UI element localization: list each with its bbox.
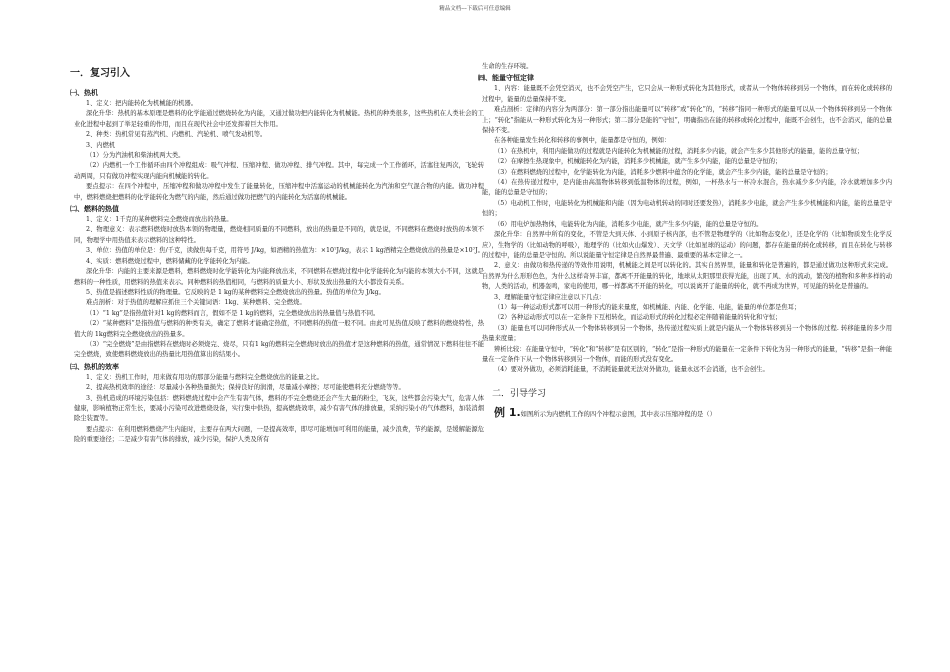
paragraph: 2、种类：热机常见有蒸汽机、内燃机、汽轮机、喷气发动机等。 xyxy=(86,131,267,139)
example-label: 例 1. xyxy=(494,405,521,419)
paragraph: 2、物理意义：表示燃料燃烧时放热本领的物理量，燃烧相同质量的不同燃料，放出的热量是不同的，就是说，不同燃料在燃烧时放热的本领不同，物理学中用热值来表示燃料的这种特性。 xyxy=(74,226,484,244)
paragraph: （6）用电炉加热物体，电能转化为内能，消耗多少电能，就产生多少内能，能的总量是守恒的。 xyxy=(494,220,763,228)
paragraph: （1）分为汽油机和柴油机两大类。 xyxy=(86,152,185,160)
paragraph: （2）“某种燃料”是指热值与燃料的种类有关，确定了燃料才能确定热值，不同燃料的热值一般不同。由此可见热值反映了燃料的燃烧特性，热值大的 1kg燃料完全燃烧放出的热量多。 xyxy=(74,320,484,338)
paragraph: 1、定义：1千克的某种燃料完全燃烧而放出的热量。 xyxy=(86,216,233,224)
heading-fuel-heat-value: ㈡、燃料的热值 xyxy=(70,205,119,214)
paragraph: （2）在摩擦生热现象中，机械能转化为内能，消耗多少机械能，就产生多少内能，能的总量是守恒的； xyxy=(494,158,782,166)
paragraph: （4）在热传递过程中，是内能由高温物体转移到低温物体的过程，例如，一杯热水与一杯冷水混合，热水减少多少内能，冷水就增加多少内能，能的总量是守恒的； xyxy=(482,179,892,197)
paragraph: （1）“1 kg”是指热值针对1 kg的燃料而言，假如不是 1 kg的燃料，完全燃烧放出的热量值与热值不同。 xyxy=(86,309,380,317)
paragraph: 深化升华：自然界中所有的变化，不管是大到天体、小到原子核内部，也不管是物理学的（比如物态变化），还是化学的（比如物质发生化学反应），生物学的（比如动物的呼吸），地理学的（比如火山爆发）、天文学（比如星球的运动）的问题，都存在能量的转化或转移，而且在转化与转移的过程中，能的总量是守恒的。所以说能量守恒定律是自然界最普遍、最重要的基本定律之一。 xyxy=(482,231,892,259)
section-title-guided-learning: 二．引导学习 xyxy=(492,388,547,399)
paragraph: 深化升华：内能的主要来源是燃料，燃料燃烧时化学能转化为内能释放出来，不同燃料在燃烧过程中化学能转化为内能的本领大小不同，这就是燃料的一种性质，用燃料的热值来表示。同种燃料的热值相同，与燃料的质量大小、形状及放出热量的大小都没有关系。 xyxy=(74,268,484,286)
paragraph: 生命的生存环境。 xyxy=(482,63,533,70)
paragraph: （5）电动机工作时，电能转化为机械能和内能（因为电动机转动的同时还要发热），消耗多少电能，就会产生多少机械能和内能，能的总量是守恒的； xyxy=(482,199,892,218)
paragraph: 要点提示：在四个冲程中，压缩冲程和做功冲程中发生了能量转化，压缩冲程中活塞运动的机械能转化为汽油和空气混合物的内能。做功冲程中，燃料燃烧把燃料的化学能转化为燃气的内能，然后通过做功把燃气的内能转化为活塞的机械能。 xyxy=(74,183,484,201)
paragraph: 要点提示：在利用燃料燃烧产生内能时，主要存在两大问题，一是提高效率，即尽可能增加可利用的能量，减少浪费，节约能源，是缓解能源危险的重要途径；二是减少有害气体的排放，减少污染，保护人类及所有 xyxy=(74,425,484,444)
paragraph: （2）各种运动形式可以在一定条件下互相转化，而运动形式的转化过程必定伴随着能量的转化和守恒； xyxy=(494,314,782,322)
section-title-review: 一．复习引入 xyxy=(70,68,130,79)
page-header: 精品文档---下载后可任意编辑 xyxy=(439,6,511,12)
example-1 xyxy=(482,406,892,422)
heading-heat-engine: ㈠、热机 xyxy=(70,89,98,97)
example-text: 如图所示为内燃机工作的四个冲程示意图，其中表示压缩冲程的是（） xyxy=(520,410,716,418)
right-column xyxy=(478,62,892,422)
paragraph: 3、理解能量守恒定律应注意以下几点： xyxy=(494,293,606,301)
paragraph: 辨析比较：在能量守恒中，“转化”和“转移”是有区别的，“转化”是指一种形式的能量在一定条件下转化为另一种形式的能量，“转移”是指一种能量在一定条件下从一个物体转移到另一个物体，而能的形式没有变化。 xyxy=(482,345,892,363)
paragraph: 1、定义：热机工作时，用来做有用功的那部分能量与燃料完全燃烧放出的能量之比。 xyxy=(86,373,323,381)
paragraph: 5、热值是描述燃料性质的物理量。它反映的是 1 kg的某种燃料完全燃烧放出的热量。热值的单位为 J/kg。 xyxy=(86,288,385,296)
paragraph: 2、提高热机效率的途径：尽量减小各种热量损失；保持良好的润滑，尽量减小摩擦；尽可能使燃料充分燃烧等等。 xyxy=(86,384,405,392)
paragraph: 2、意义：由做功和热传递的等效作用说明，机械能之间是可以转化的。其实自然界里，能量和转化是普遍的，都是通过做功这种形式来完成。自然界为什么形形色色，为什么这样奇异丰富，都离不开能量的转化，地球从太阳那里获得光能，出现了风、水的流动，繁茂的植物和多种多样的动物，人类的活动，机器轰鸣，家电的使用，哪一样都离不开能的转化，可以说离开了能量的转化，就不再成为世界，可见能的转化是普遍的。 xyxy=(482,262,892,291)
paragraph: 难点剖析：定律的内容分为两部分：第一部分指出能量可以“转移”或“转化”的，“转移”指同一种形式的能量可以从一个物体转移到另一个物体上；“转化”指能从一种形式转化为另一种形式；第二部分是能的“守恒”，明确指出在能的转移或转化过程中，能既不会创生，也不会消灭，能的总量保持不变。 xyxy=(482,106,892,135)
paragraph: 3、热机造成的环境污染包括：燃料燃烧过程中会产生有害气体，燃料的不完全燃烧还会产生大量的粉尘，飞灰，这些都会污染大气，危害人体健康，影响植物正常生长，要减小污染可改进燃烧设备，实行集中供热，提高燃烧效率，减少有害气体的排放量，采纳污染小的气体燃料，加装消烟除尘装置等。 xyxy=(74,394,484,423)
heading-energy-conservation: ㈣、能量守恒定律 xyxy=(478,74,534,83)
paragraph: 4、实质：燃料燃烧过程中，燃料储藏的化学能转化为内能。 xyxy=(86,257,254,265)
paragraph: 3、单位：热值的单位是：焦/千克，读做焦每千克，用符号 J/kg，如酒精的热值为：×10⁷J/kg，表示 1 kg酒精完全燃烧放出的热量是×10⁷J。 xyxy=(86,247,484,255)
paragraph: （1）在热机中，利用内能做功的过程就是内能转化为机械能的过程，消耗多少内能，就会产生多少其他形式的能量，能的总量守恒； xyxy=(494,147,864,155)
paragraph: 1、内容：能量既不会凭空消灭，也不会凭空产生，它只会从一种形式转化为其他形式，或者从一个物体转移到另一个物体，而在转化或转移的过程中，能量的总量保持不变。 xyxy=(482,85,892,103)
paragraph: 3、内燃机 xyxy=(86,141,116,149)
left-column xyxy=(70,66,484,446)
paragraph: 深化升华：热机的基本原理是燃料的化学能通过燃烧转化为内能，又通过做功把内能转化为机械能。热机的种类很多，这些热机在人类社会的工业化进程中起到了举足轻重的作用，而且在现代社会中还发挥着巨大作用。 xyxy=(74,110,484,128)
heading-engine-efficiency: ㈢、热机的效率 xyxy=(70,362,119,371)
paragraph: （4）要对外做功，必须消耗能量，不消耗能量就无法对外做功，能量永远不会消逝，也不会创生。 xyxy=(494,366,769,374)
paragraph: （1）每一种运动形式都可以用一种形式的能来量度，如机械能、内能、化学能、电能，能量的单位都是焦耳； xyxy=(494,303,801,311)
paragraph: 在各种能量发生转化和转移的事例中，能量都是守恒的，例如： xyxy=(494,137,671,145)
paragraph: 难点剖析：对于热值的理解应抓住三个关键词语：1kg、某种燃料、完全燃烧。 xyxy=(86,299,306,307)
paragraph: （3）在燃料燃烧的过程中，化学能转化为内能，消耗多少燃料中蕴含的化学能，就会产生多少内能，能的总量是守恒的； xyxy=(494,168,832,176)
paragraph: （3）“完全燃烧”是由指燃料在燃烧时必须烧完、烧尽，只有1 kg的燃料完全燃烧时放出的热值才是这种燃料的热值，通常情况下燃料往往不能完全燃烧，致使燃料燃烧放出的热量比用热值算出的结果小。 xyxy=(74,340,484,359)
paragraph: （3）能量也可以同种形式从一个物体转移到另一个物体，热传递过程实质上就是内能从一个物体转移到另一个物体的过程. 转移能量的多少用热量来度量； xyxy=(482,324,892,343)
paragraph: （2）内燃机一个工作循环由四个冲程组成：吸气冲程、压缩冲程、做功冲程、排气冲程。其中，每完成一个工作循环，活塞往复两次，飞轮转动两周，只有做功冲程实现内能向机械能的转化。 xyxy=(74,162,484,180)
paragraph: 1、定义：把内能转化为机械能的机器。 xyxy=(86,100,198,107)
